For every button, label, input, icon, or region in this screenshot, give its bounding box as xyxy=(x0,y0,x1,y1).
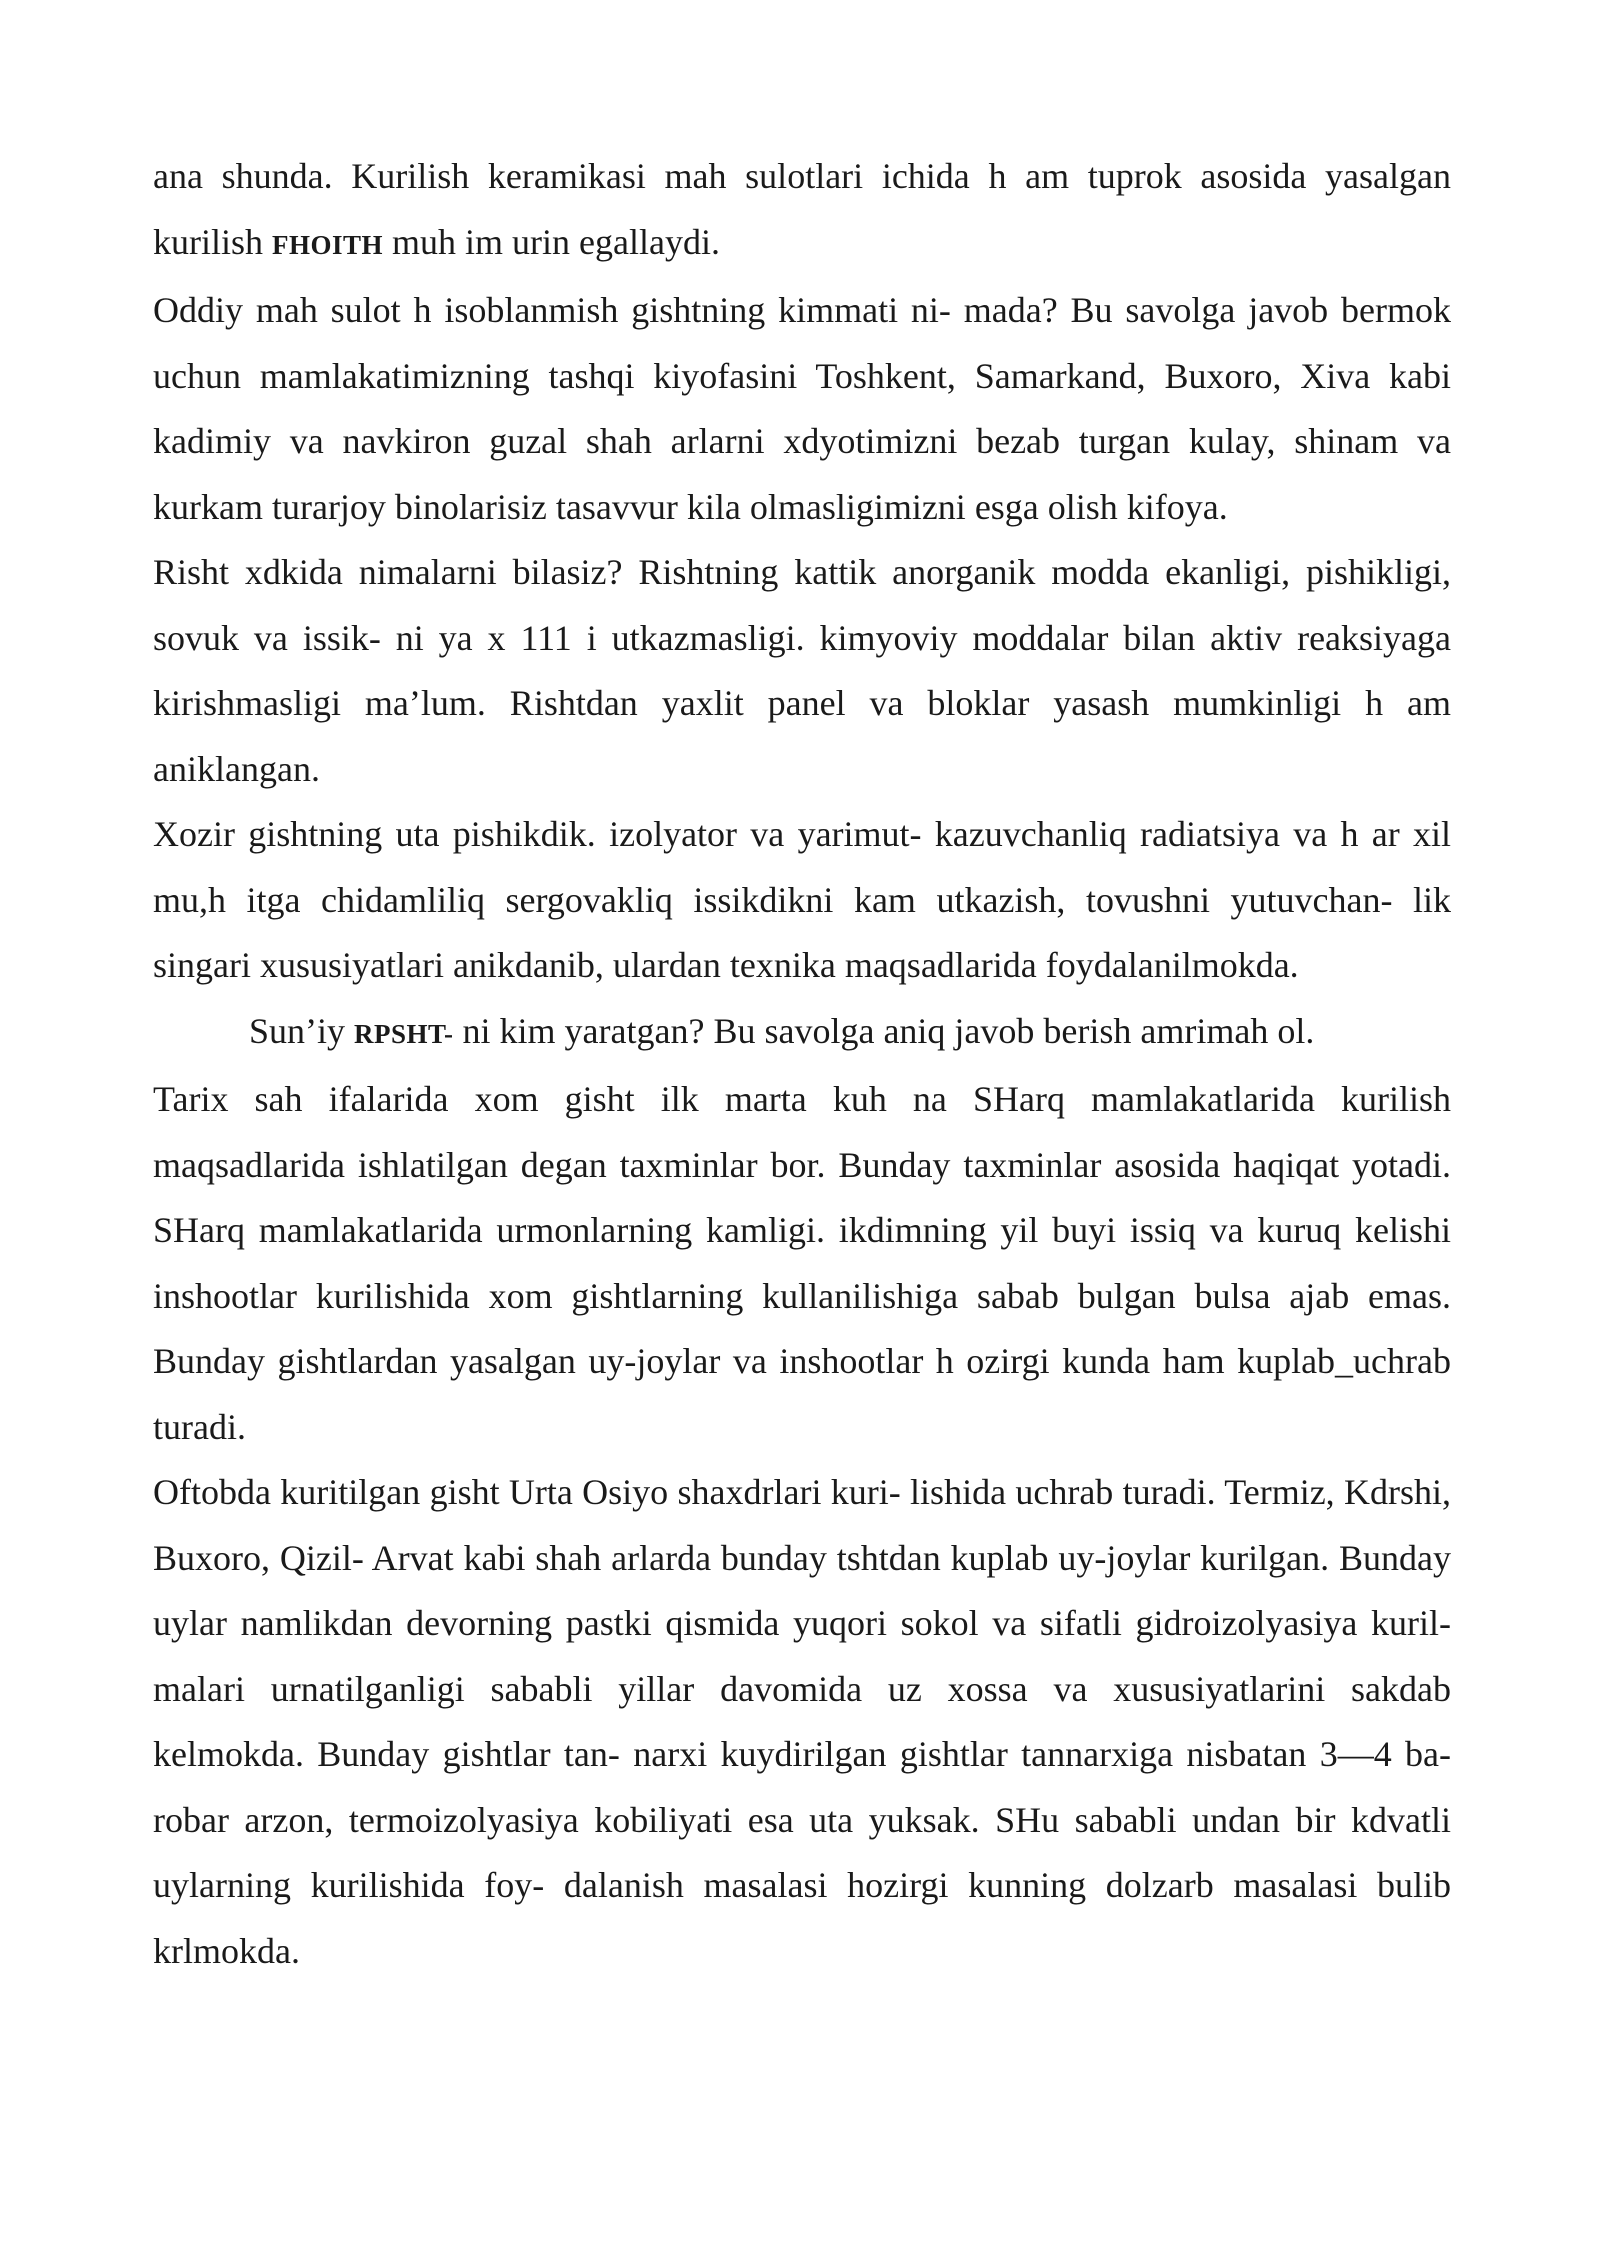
paragraph xyxy=(153,1067,1451,1460)
paragraph xyxy=(153,278,1451,540)
paragraph-text: ni kim yaratgan? Bu savolga aniq javob berish amrimah ol. xyxy=(453,1010,1315,1051)
paragraph-text: Sun’iy xyxy=(249,1010,355,1051)
inline-term: RPSHT- xyxy=(354,1018,454,1049)
paragraph xyxy=(153,802,1451,999)
paragraph-text: Xozir gishtning uta pishikdik. izolyator va yarimut- kazuvchanliq radiatsiya va h ar xil mu,h itga chidamliliq sergovakliq issikdikni kam utkazish, tovushni yutuvchan- lik singari xususiyatlari anikdanib, ulardan texnika maqsadlarida foydalanilmokda. xyxy=(153,814,1451,985)
paragraph-indented xyxy=(153,999,1451,1068)
paragraph-text: Risht xdkida nimalarni bilasiz? Rishtning kattik anorganik modda ekanligi, pishikligi, sovuk va issik- ni ya x 111 i utkazmasligi. kimyoviy moddalar bilan aktiv reaksiyaga kirishmasligi ma’lum. Rishtdan yaxlit panel va bloklar yasash mumkinligi h am aniklangan. xyxy=(153,552,1451,789)
paragraph-text: muh im urin egallaydi. xyxy=(383,221,720,262)
paragraph-text: ana shunda. Kurilish keramikasi mah sulotlari ichida h am tuprok asosida yasalgan kurilish xyxy=(153,156,1451,262)
paragraph xyxy=(153,144,1451,278)
paragraph xyxy=(153,1460,1451,1984)
paragraph-text: Oftobda kuritilgan gisht Urta Osiyo shaxdrlari kuri- lishida uchrab turadi. Termiz, Kdrshi, Buxoro, Qizil- Arvat kabi shah arlarda bunday tshtdan kuplab uy-joylar kurilgan. Bunday uylar namlikdan devorning pastki qismida yuqori sokol va sifatli gidroizolyasiya kuril- malari urnatilganligi sababli yillar davomida uz xossa va xususiyatlarini sakdab kelmokda. Bunday gishtlar tan- narxi kuydirilgan gishtlar tannarxiga nisbatan 3—4 ba- robar arzon, termoizolyasiya kobiliyati esa uta yuksak. SHu sababli undan bir kdvatli uylarning kurilishida foy- dalanish masalasi hozirgi kunning dolzarb masalasi bulib krlmokda. xyxy=(153,1472,1451,1971)
document-body xyxy=(153,144,1451,1984)
paragraph-text: Tarix sah ifalarida xom gisht ilk marta kuh na SHarq mamlakatlarida kurilish maqsadlarida ishlatilgan degan taxminlar bor. Bunday taxminlar asosida haqiqat yotadi. SHarq mamlakatlarida urmonlarning kamligi. ikdimning yil buyi issiq va kuruq kelishi inshootlar kurilishida xom gishtlarning kullanilishiga sabab bulgan bulsa ajab emas. Bunday gishtlardan yasalgan uy-joylar va inshootlar h ozirgi kunda ham kuplab_uchrab turadi. xyxy=(153,1079,1451,1447)
paragraph xyxy=(153,540,1451,802)
inline-term: FHOITH xyxy=(272,229,384,260)
paragraph-text: Oddiy mah sulot h isoblanmish gishtning kimmati ni- mada? Bu savolga javob bermok uchun mamlakatimizning tashqi kiyofasini Toshkent, Samarkand, Buxoro, Xiva kabi kadimiy va navkiron guzal shah arlarni xdyotimizni bezab turgan kulay, shinam va kurkam turarjoy binolarisiz tasavvur kila olmasligimizni esga olish kifoya. xyxy=(153,290,1451,527)
